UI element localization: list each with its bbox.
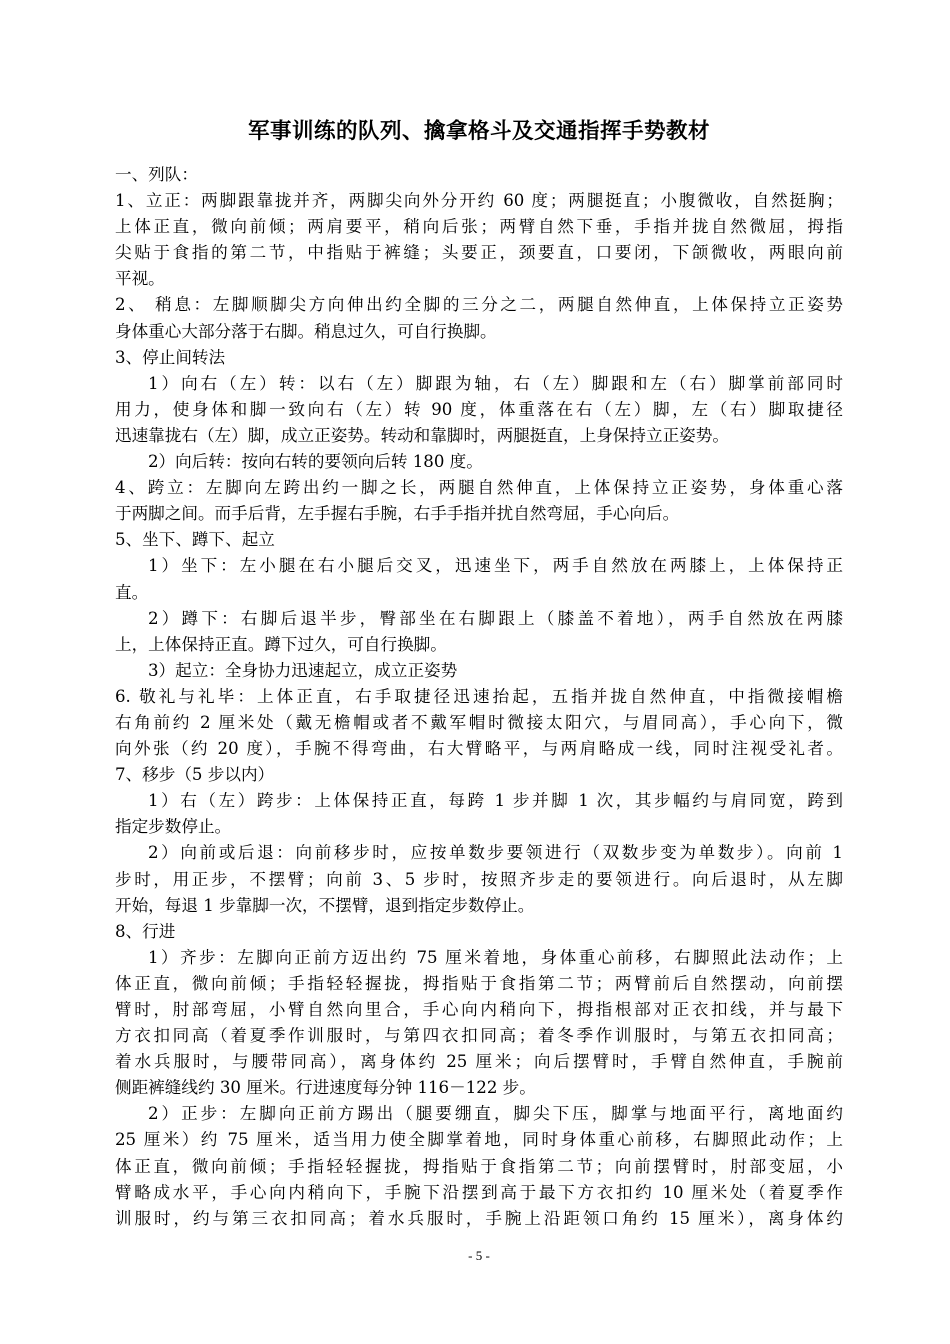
text-line: 开始，每退 1 步靠脚一次，不摆臂，退到指定步数停止。 — [115, 895, 535, 915]
page-number: - 5 - — [468, 1248, 490, 1263]
text-line: 2）正步：左脚向正前方踢出（腿要绷直，脚尖下压，脚掌与地面平行，离地面约 — [148, 1104, 843, 1124]
text-line: 步时，用正步，不摆臂；向前 3、5 步时，按照齐步走的要领进行。向后退时，从左脚 — [115, 869, 843, 889]
text-line: 4、跨立：左脚向左跨出约一脚之长，两腿自然伸直，上体保持立正姿势，身体重心落 — [115, 478, 843, 498]
text-line: 上，上体保持正直。蹲下过久，可自行换脚。 — [115, 634, 447, 654]
text-line: 1）右（左）跨步：上体保持正直，每跨 1 步并脚 1 次，其步幅约与肩同宽，跨到 — [148, 791, 843, 811]
text-line: 平视。 — [115, 269, 165, 289]
text-line: 方衣扣同高（着夏季作训服时，与第四衣扣同高；着冬季作训服时，与第五衣扣同高； — [115, 1026, 843, 1046]
text-line: 5、坐下、蹲下、起立 — [115, 530, 275, 550]
text-line: 臂略成水平，手心向内稍向下，手腕下沿摆到高于最下方衣扣约 10 厘米处（着夏季作 — [115, 1182, 843, 1202]
text-line: 臂时，肘部弯屈，小臂自然向里合，手心向内稍向下，拇指根部对正衣扣线，并与最下 — [115, 1000, 843, 1019]
text-line: 8、行进 — [115, 921, 176, 941]
text-line: 一、列队： — [115, 165, 198, 184]
text-line: 体正直，微向前倾；手指轻轻握拢，拇指贴于食指第二节；两臂前后自然摆动，向前摆 — [115, 973, 843, 993]
text-line: 身体重心大部分落于右脚。稍息过久，可自行换脚。 — [115, 321, 497, 341]
text-line: 向外张（约 20 度），手腕不得弯曲，右大臂略平，与两肩略成一线，同时注视受礼者。 — [115, 739, 843, 759]
text-line: 体正直，微向前倾；手指轻轻握拢，拇指贴于食指第二节；向前摆臂时，肘部变屈，小 — [115, 1156, 843, 1176]
text-line: 1、立正：两脚跟靠拢并齐，两脚尖向外分开约 60 度；两腿挺直；小腹微收，自然挺胸； — [115, 191, 843, 211]
text-line: 2）向前或后退：向前移步时，应按单数步要领进行（双数步变为单数步）。向前 1 — [148, 843, 843, 863]
text-line: 2）蹲下：右脚后退半步，臀部坐在右脚跟上（膝盖不着地），两手自然放在两膝 — [148, 608, 843, 628]
text-line: 7、移步（5 步以内） — [115, 765, 275, 785]
text-line: 2、 稍息：左脚顺脚尖方向伸出约全脚的三分之二，两腿自然伸直，上体保持立正姿势 — [115, 295, 843, 315]
text-line: 25 厘米）约 75 厘米，适当用力使全脚掌着地，同时身体重心前移，右脚照此动作；上 — [115, 1130, 843, 1150]
text-line: 1）坐下：左小腿在右小腿后交叉，迅速坐下，两手自然放在两膝上，上体保持正 — [148, 556, 843, 576]
text-line: 3、停止间转法 — [115, 347, 226, 367]
text-line: 指定步数停止。 — [115, 817, 232, 837]
text-line: 右角前约 2 厘米处（戴无檐帽或者不戴军帽时微接太阳穴，与眉同高），手心向下，微 — [115, 712, 843, 732]
document-body — [115, 162, 843, 1232]
text-line: 着水兵服时，与腰带同高），离身体约 25 厘米；向后摆臂时，手臂自然伸直，手腕前 — [115, 1052, 843, 1072]
text-line: 迅速靠拢右（左）脚，成立正姿势。转动和靠脚时，两腿挺直，上身保持立正姿势。 — [115, 425, 729, 445]
text-line: 2）向后转：按向右转的要领向后转 180 度。 — [148, 452, 483, 472]
text-line: 6. 敬礼与礼毕：上体正直，右手取捷径迅速抬起，五指并拢自然伸直，中指微接帽檐 — [115, 686, 843, 706]
text-line: 3）起立：全身协力迅速起立，成立正姿势 — [148, 660, 458, 680]
text-line: 尖贴于食指的第二节，中指贴于裤缝；头要正，颈要直，口要闭，下颌微收，两眼向前 — [115, 243, 843, 263]
text-line: 侧距裤缝线约 30 厘米。行进速度每分钟 116－122 步。 — [115, 1078, 536, 1098]
text-line: 于两脚之间。而手后背，左手握右手腕，右手手指并扰自然弯屈，手心向后。 — [115, 504, 680, 524]
text-line: 上体正直，微向前倾；两肩要平，稍向后张；两臂自然下垂，手指并拢自然微屈，拇指 — [115, 217, 843, 237]
text-line: 直。 — [115, 582, 149, 602]
text-line: 1）齐步：左脚向正前方迈出约 75 厘米着地，身体重心前移，右脚照此法动作；上 — [148, 947, 843, 967]
text-line: 1）向右（左）转：以右（左）脚跟为轴，右（左）脚跟和左（右）脚掌前部同时 — [148, 373, 843, 393]
document-page — [115, 0, 843, 1344]
document-title: 军事训练的队列、擒拿格斗及交通指挥手势教材 — [247, 119, 710, 144]
text-line: 用力，使身体和脚一致向右（左）转 90 度，体重落在右（左）脚，左（右）脚取捷径 — [115, 399, 843, 419]
text-line: 训服时，约与第三衣扣同高；着水兵服时，手腕上沿距领口角约 15 厘米），离身体约 — [115, 1208, 843, 1228]
